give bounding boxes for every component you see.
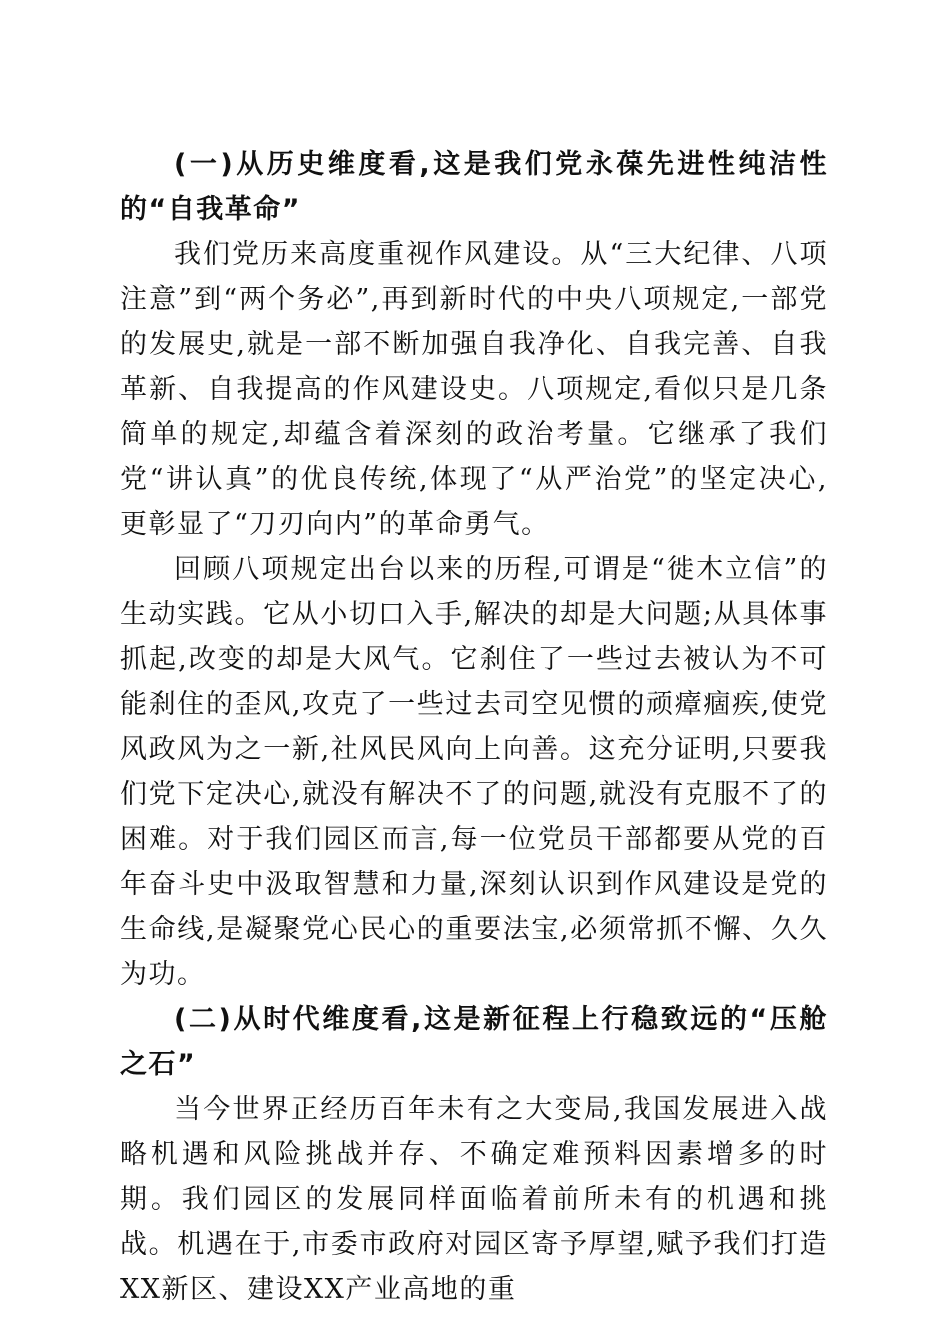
section-heading-history: (一)从历史维度看,这是我们党永葆先进性纯洁性的“自我革命” bbox=[120, 149, 828, 225]
paragraph-eight-rules-review: 回顾八项规定出台以来的历程,可谓是“徙木立信”的生动实践。它从小切口入手,解决的却是大问题;从具体事抓起,改变的却是大风气。它刹住了一些过去被认为不可能刹住的歪风,攻克了一些过去司空见惯的顽瘴痼疾,使党风政风为之一新,社风民风向上向善。这充分证明,只要我们党下定决心,就没有解决不了的问题,就没有克服不了的困难。对于我们园区而言,每一位党员干部都要从党的百年奋斗史中汲取智慧和力量,深刻认识到作风建设是党的生命线,是凝聚党心民心的重要法宝,必须常抓不懈、久久为功。 bbox=[120, 554, 828, 990]
document-body bbox=[120, 142, 828, 1312]
paragraph-style-building-history: 我们党历来高度重视作风建设。从“三大纪律、八项注意”到“两个务必”,再到新时代的中央八项规定,一部党的发展史,就是一部不断加强自我净化、自我完善、自我革新、自我提高的作风建设史。八项规定,看似只是几条简单的规定,却蕴含着深刻的政治考量。它继承了我们党“讲认真”的优良传统,体现了“从严治党”的坚定决心,更彰显了“刀刃向内”的革命勇气。 bbox=[120, 239, 828, 540]
section-heading-era: (二)从时代维度看,这是新征程上行稳致远的“压舱之石” bbox=[120, 1004, 828, 1080]
paragraph-world-changes: 当今世界正经历百年未有之大变局,我国发展进入战略机遇和风险挑战并存、不确定难预料因素增多的时期。我们园区的发展同样面临着前所未有的机遇和挑战。机遇在于,市委市政府对园区寄予厚望,赋予我们打造XX新区、建设XX产业高地的重 bbox=[120, 1094, 828, 1305]
